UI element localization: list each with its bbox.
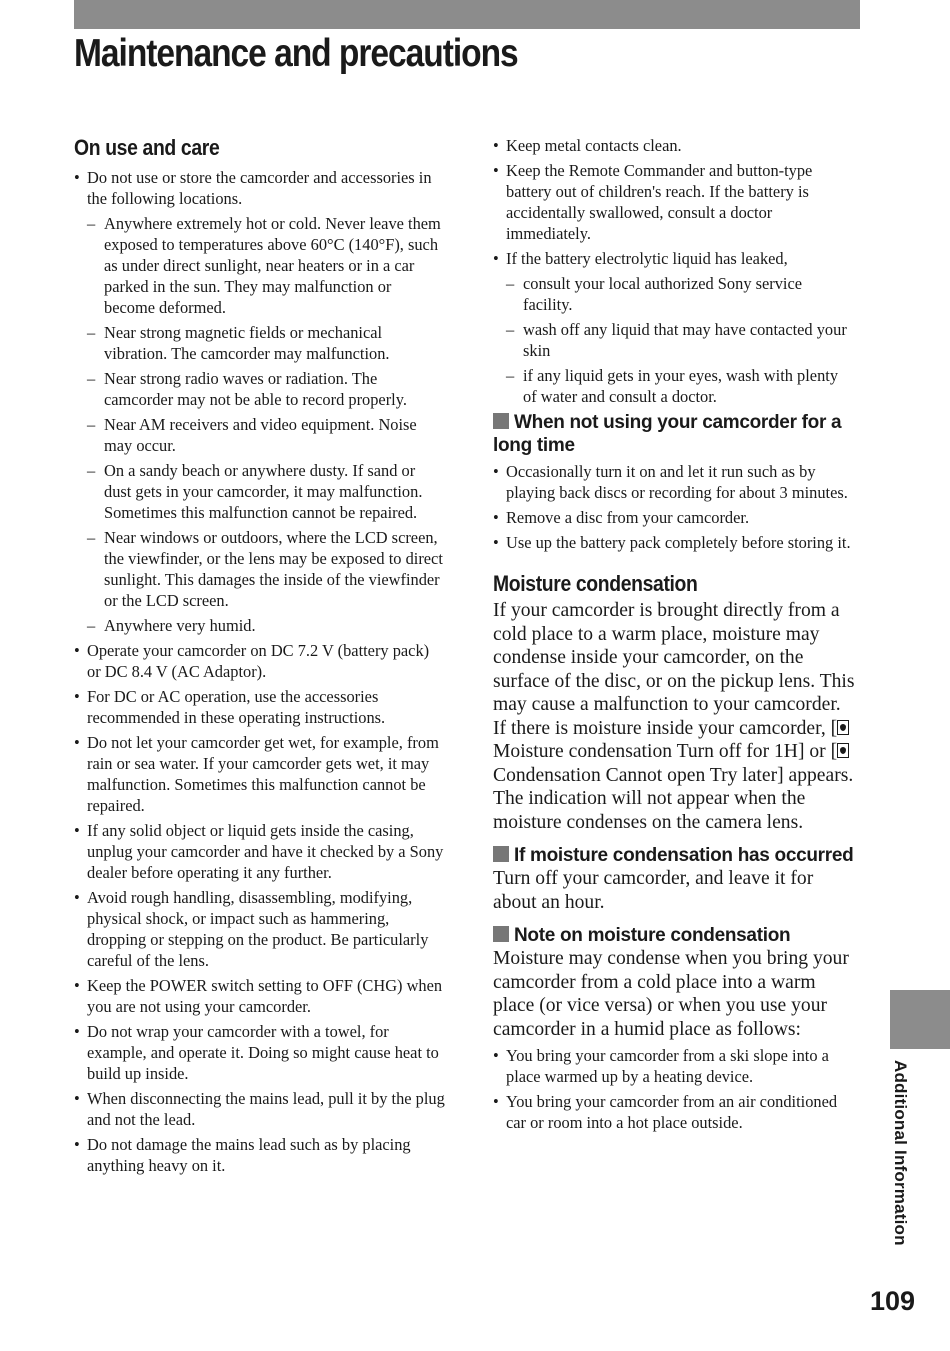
moisture-condensation-icon — [837, 720, 849, 735]
square-bullet-icon — [493, 413, 509, 429]
sublist-item: – if any liquid gets in your eyes, wash with plenty of water and consult a doctor. — [506, 365, 855, 407]
page-number: 109 — [870, 1286, 916, 1316]
list-item: • Keep metal contacts clean. — [493, 135, 855, 156]
battery-leak-sublist — [506, 273, 855, 407]
section-heading-moisture: Moisture condensation — [493, 571, 698, 596]
section-tab — [890, 990, 950, 1049]
section-heading-use-care: On use and care — [74, 135, 220, 160]
square-bullet-icon — [493, 926, 509, 942]
sublist-item: – Near windows or outdoors, where the LCD screen, the viewfinder, or the lens may be exposed to direct sunlight. This damages the inside of the viewfinder or the LCD screen. — [87, 527, 446, 611]
list-item: • If any solid object or liquid gets inside the casing, unplug your camcorder and have it checked by a Sony dealer before operating it any further. — [74, 820, 446, 883]
sublist-item: – consult your local authorized Sony service facility. — [506, 273, 855, 315]
header-bar — [74, 0, 860, 29]
list-item: • Do not damage the mains lead such as by placing anything heavy on it. — [74, 1134, 446, 1176]
list-item: • For DC or AC operation, use the accessories recommended in these operating instructions. — [74, 686, 446, 728]
page-title: Maintenance and precautions — [74, 32, 518, 75]
moisture-lens-note: The indication will not appear when the moisture condenses on the camera lens. — [493, 788, 806, 833]
list-item — [493, 248, 855, 407]
list-item: • Do not let your camcorder get wet, for example, from rain or sea water. If your camcorder gets wet, it may malfunction. Sometimes this malfunction cannot be repaired. — [74, 732, 446, 816]
list-item-text: If the battery electrolytic liquid has leaked, — [506, 249, 788, 268]
sublist-item: – Near strong radio waves or radiation. The camcorder may not be able to record properly. — [87, 368, 446, 410]
subheading-occurred: If moisture condensation has occurred — [493, 844, 855, 867]
sublist-item: – Near AM receivers and video equipment. Noise may occur. — [87, 414, 446, 456]
sublist-item: – wash off any liquid that may have contacted your skin — [506, 319, 855, 361]
moisture-paragraph: If your camcorder is brought directly from a cold place to a warm place, moisture may condense inside your camcorder, on the surface of the disc, or on the pickup lens. This may cause a malfunction to your camcorder. If there is moisture inside your camcorder, [ Moisture condensation Turn off for 1H] or [ Condensation Cannot open Try later] appears. — [493, 600, 855, 786]
list-item: • Keep the Remote Commander and button-type battery out of children's reach. If the battery is accidentally swallowed, consult a doctor immediately. — [493, 160, 855, 244]
occurred-text: Turn off your camcorder, and leave it for about an hour. — [493, 868, 814, 913]
care-continued-list — [493, 135, 855, 407]
list-item: • Do not wrap your camcorder with a towel, for example, and operate it. Doing so might cause heat to build up inside. — [74, 1021, 446, 1084]
list-item: • Avoid rough handling, disassembling, modifying, physical shock, or impact such as hammering, dropping or stepping on the product. Be particularly careful of the lens. — [74, 887, 446, 971]
list-item: • Remove a disc from your camcorder. — [493, 507, 855, 528]
subheading-not-using: When not using your camcorder for a long time — [493, 412, 842, 456]
list-item: • You bring your camcorder from an air conditioned car or room into a hot place outside. — [493, 1091, 855, 1133]
use-care-list — [74, 167, 446, 1176]
left-column — [74, 135, 446, 1180]
sublist-item: – Anywhere extremely hot or cold. Never leave them exposed to temperatures above 60°C (140°F), such as under direct sunlight, near heaters or in a car parked in the sun. They may malfunction or become deformed. — [87, 213, 446, 318]
list-item-text: Do not use or store the camcorder and accessories in the following locations. — [87, 168, 432, 208]
list-item: • Keep the POWER switch setting to OFF (CHG) when you are not using your camcorder. — [74, 975, 446, 1017]
list-item — [74, 167, 446, 636]
location-sublist — [87, 213, 446, 636]
list-item: • Occasionally turn it on and let it run such as by playing back discs or recording for about 3 minutes. — [493, 461, 855, 503]
square-bullet-icon — [493, 846, 509, 862]
sublist-item: – Near strong magnetic fields or mechanical vibration. The camcorder may malfunction. — [87, 322, 446, 364]
list-item: • Operate your camcorder on DC 7.2 V (battery pack) or DC 8.4 V (AC Adaptor). — [74, 640, 446, 682]
sublist-item: – On a sandy beach or anywhere dusty. If sand or dust gets in your camcorder, it may malfunction. Sometimes this malfunction cannot be repaired. — [87, 460, 446, 523]
right-column — [493, 135, 855, 1137]
moisture-condensation-icon — [837, 743, 849, 758]
section-tab-label: Additional Information — [891, 1060, 910, 1246]
list-item: • You bring your camcorder from a ski slope into a place warmed up by a heating device. — [493, 1045, 855, 1087]
list-item: • When disconnecting the mains lead, pull it by the plug and not the lead. — [74, 1088, 446, 1130]
sublist-item: – Anywhere very humid. — [87, 615, 446, 636]
list-item: • Use up the battery pack completely before storing it. — [493, 532, 855, 553]
not-using-list — [493, 461, 855, 553]
note-list — [493, 1045, 855, 1133]
note-text: Moisture may condense when you bring your camcorder from a cold place into a warm place (or vice versa) or when you use your camcorder in a humid place as follows: — [493, 948, 849, 1040]
subheading-note: Note on moisture condensation — [493, 924, 855, 947]
